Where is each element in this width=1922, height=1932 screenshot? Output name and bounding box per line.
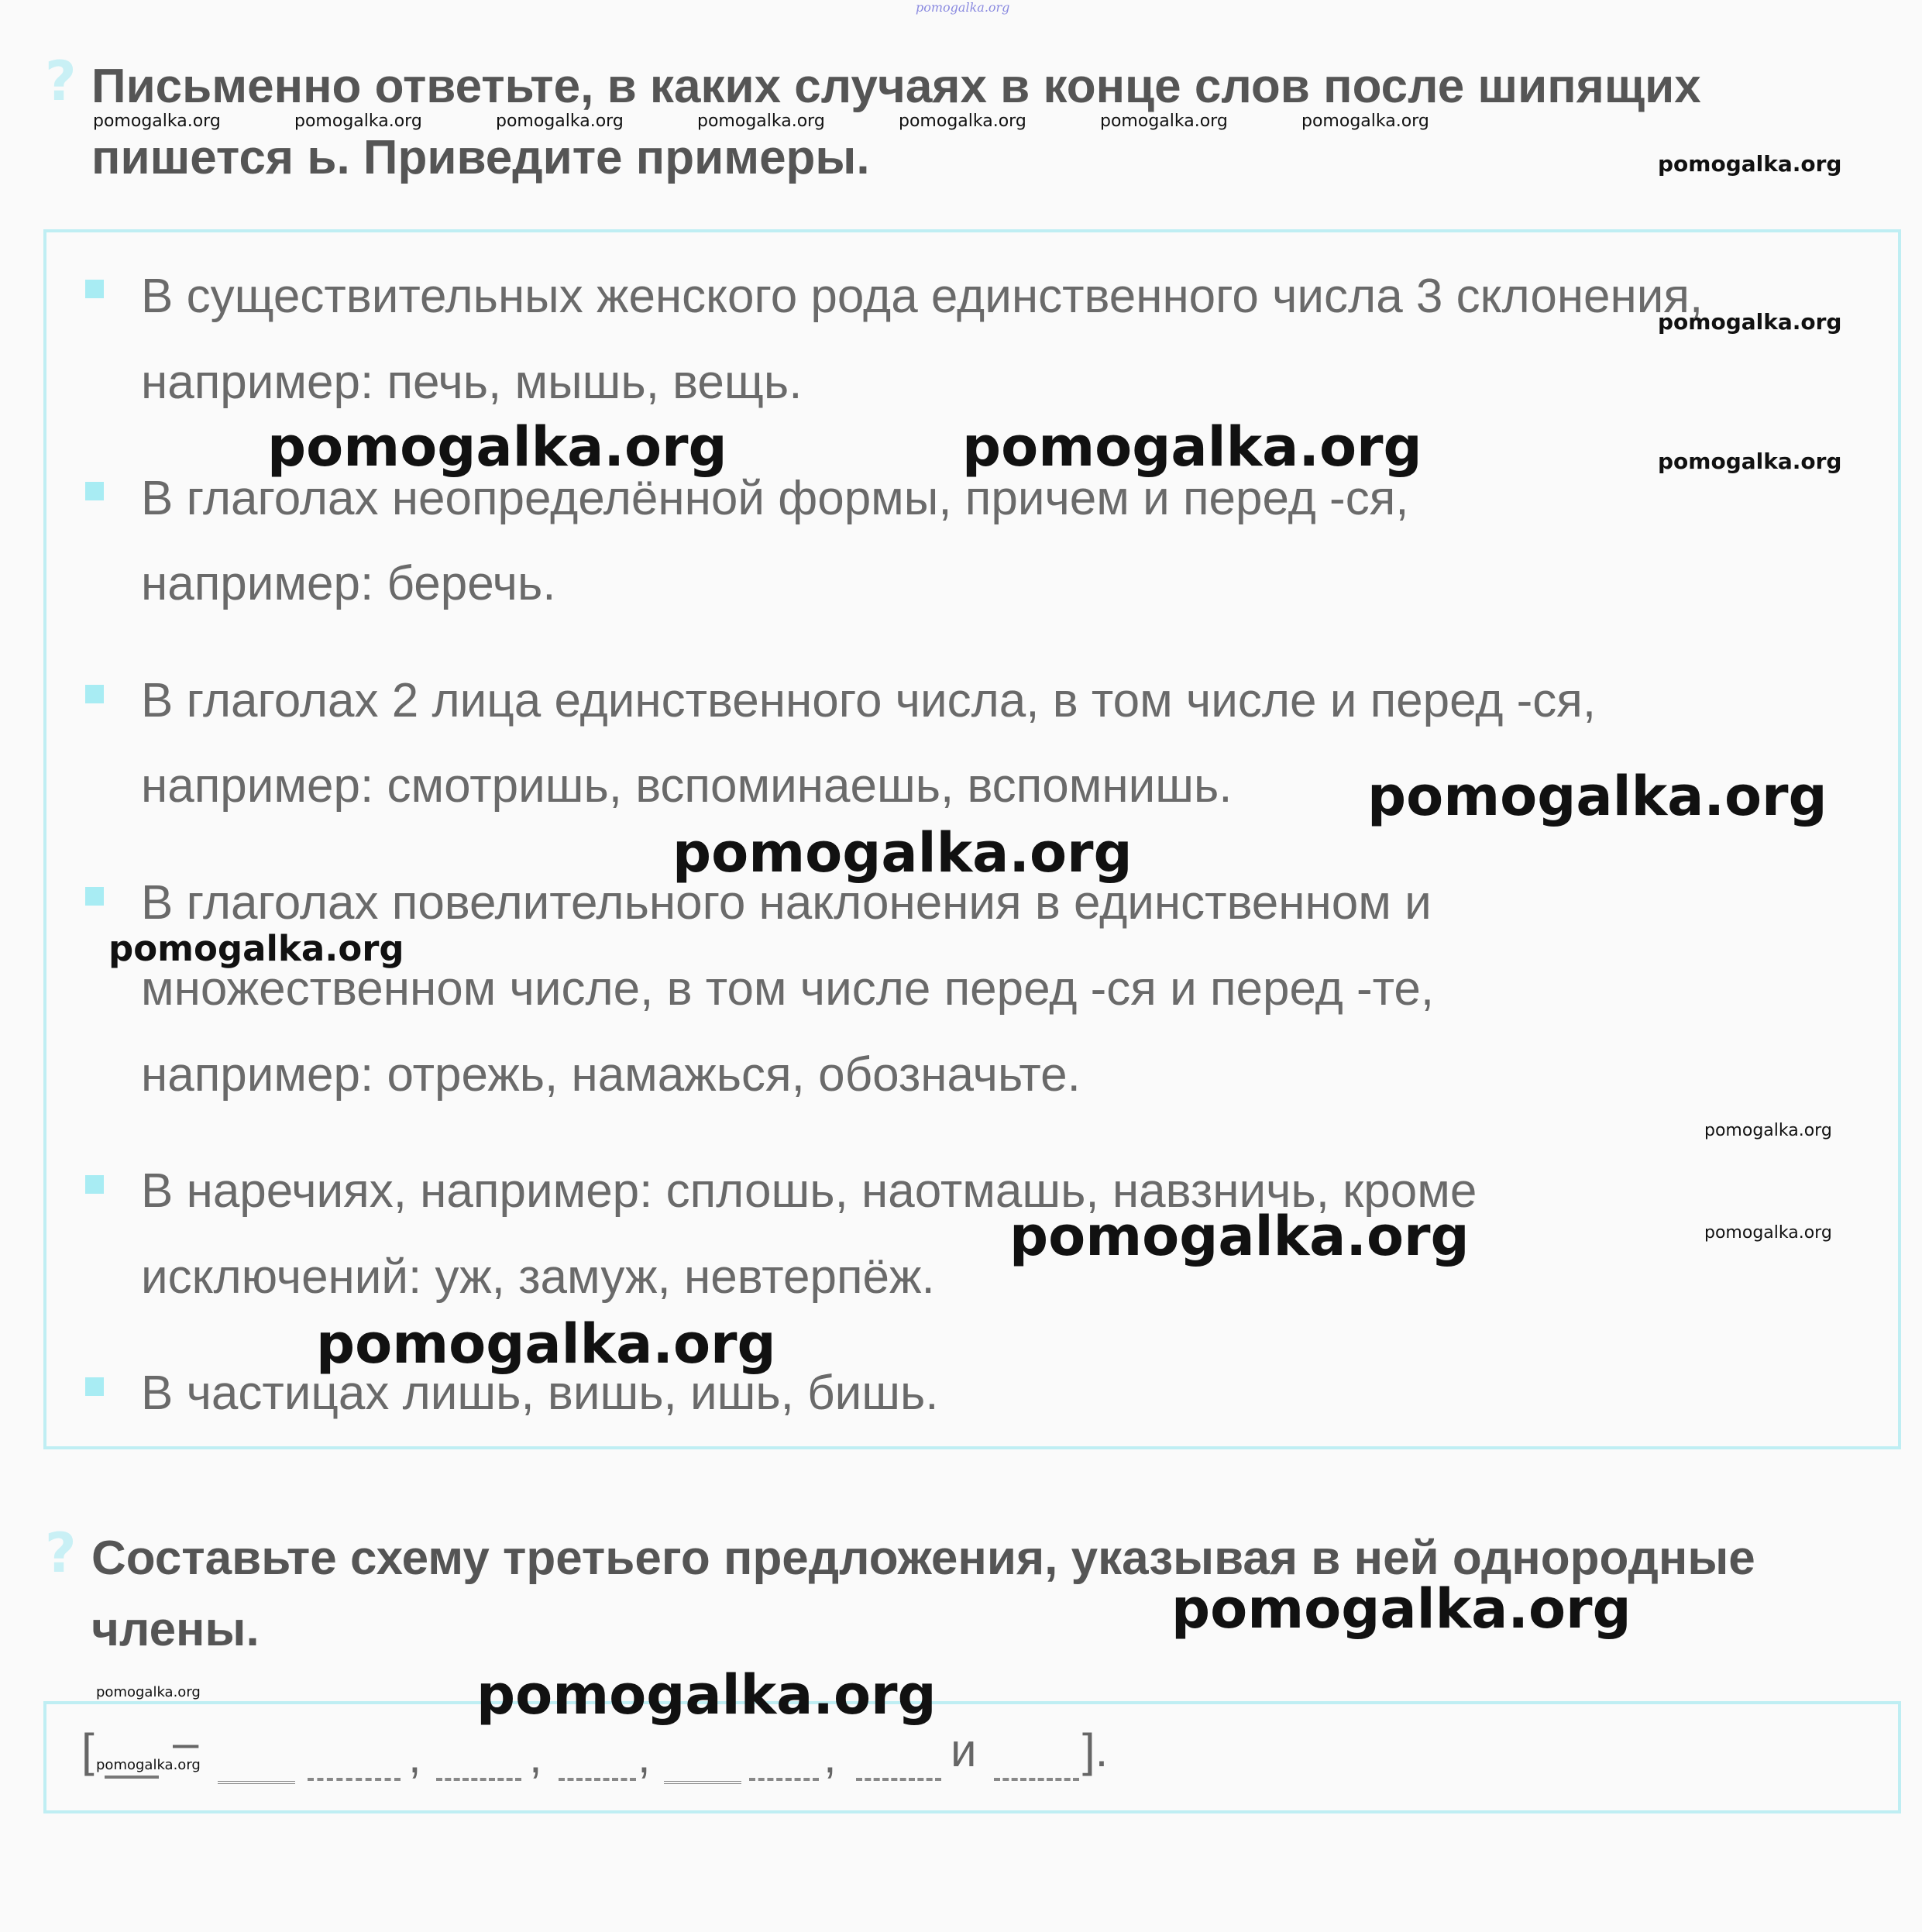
watermark-text: pomogalka.org (1658, 309, 1842, 335)
scheme-open-bracket: [ (81, 1724, 95, 1776)
scheme-comma: , (408, 1731, 421, 1782)
watermark-text: pomogalka.org (267, 415, 727, 479)
bullet-icon (85, 1377, 104, 1396)
watermark-text: pomogalka.org (1658, 151, 1842, 177)
watermark-text: pomogalka.org (1171, 1577, 1631, 1641)
watermark-text: pomogalka.org (1658, 449, 1842, 474)
watermark-text: pomogalka.org (697, 112, 825, 131)
watermark-text: pomogalka.org (108, 928, 404, 969)
scheme-dash: – (173, 1717, 199, 1769)
answer-item-line: множественном числе, в том числе перед -ся и перед -те, (141, 962, 1435, 1016)
watermark-text: pomogalka.org (899, 112, 1026, 131)
answer-item-line: В существительных женского рода единственного числа 3 склонения, (141, 270, 1704, 323)
watermark-text: pomogalka.org (96, 1684, 201, 1700)
question1-line2: пишется ь. Приведите примеры. (91, 131, 870, 184)
question-icon: ? (45, 50, 77, 113)
question2-line2: члены. (91, 1603, 260, 1656)
answer-item-line: В наречиях, например: сплошь, наотмашь, навзничь, кроме (141, 1164, 1477, 1218)
answer-item-line: например: беречь. (141, 557, 556, 610)
watermark-text: pomogalka.org (1367, 765, 1827, 828)
top-watermark: pomogalka.org (916, 0, 1010, 15)
watermark-text: pomogalka.org (316, 1312, 776, 1376)
answer-item-line: например: печь, мышь, вещь. (141, 356, 803, 409)
watermark-text: pomogalka.org (1704, 1223, 1832, 1243)
predicate-mark (664, 1776, 741, 1784)
answer-item-line: В глаголах повелительного наклонения в единственном и (141, 876, 1432, 930)
watermark-text: pomogalka.org (1704, 1121, 1832, 1140)
answer-item-line: исключений: уж, замуж, невтерпёж. (141, 1250, 935, 1304)
answer-item-line: В глаголах неопределённой формы, причем и перед -ся, (141, 472, 1409, 525)
member-mark (856, 1778, 941, 1781)
subject-mark (105, 1776, 159, 1779)
bullet-icon (85, 887, 104, 906)
watermark-text: pomogalka.org (496, 112, 624, 131)
member-mark (749, 1778, 819, 1781)
watermark-text: pomogalka.org (672, 821, 1133, 885)
watermark-text: pomogalka.org (294, 112, 422, 131)
question2-line1: Составьте схему третьего предложения, указывая в ней однородные (91, 1532, 1755, 1585)
watermark-text: pomogalka.org (96, 1757, 201, 1773)
sentence-scheme (81, 1716, 1166, 1793)
watermark-text: pomogalka.org (476, 1663, 937, 1727)
member-mark (308, 1778, 401, 1781)
scheme-comma: , (638, 1731, 651, 1782)
scheme-and: и (951, 1724, 977, 1776)
answer-item-line: В частицах лишь, вишь, ишь, бишь. (141, 1366, 939, 1420)
watermark-text: pomogalka.org (962, 415, 1422, 479)
watermark-text: pomogalka.org (93, 112, 221, 131)
predicate-mark (218, 1776, 295, 1784)
scheme-close-bracket: ]. (1082, 1724, 1109, 1776)
bullet-icon (85, 1175, 104, 1194)
answer-item-line: В глаголах 2 лица единственного числа, в том числе и перед -ся, (141, 674, 1597, 727)
bullet-icon (85, 482, 104, 500)
member-mark (559, 1778, 636, 1781)
member-mark (436, 1778, 521, 1781)
member-mark (994, 1778, 1079, 1781)
watermark-text: pomogalka.org (1301, 112, 1429, 131)
question1-line1: Письменно ответьте, в каких случаях в конце слов после шипящих (91, 60, 1701, 113)
bullet-icon (85, 280, 104, 298)
question-icon: ? (45, 1521, 77, 1585)
watermark-text: pomogalka.org (1100, 112, 1228, 131)
scheme-comma: , (823, 1731, 837, 1782)
bullet-icon (85, 685, 104, 703)
answer-item-line: например: смотришь, вспоминаешь, вспомнишь. (141, 759, 1233, 813)
answer-item-line: например: отрежь, намажься, обозначьте. (141, 1048, 1081, 1102)
scheme-comma: , (529, 1731, 542, 1782)
watermark-text: pomogalka.org (1009, 1205, 1470, 1268)
